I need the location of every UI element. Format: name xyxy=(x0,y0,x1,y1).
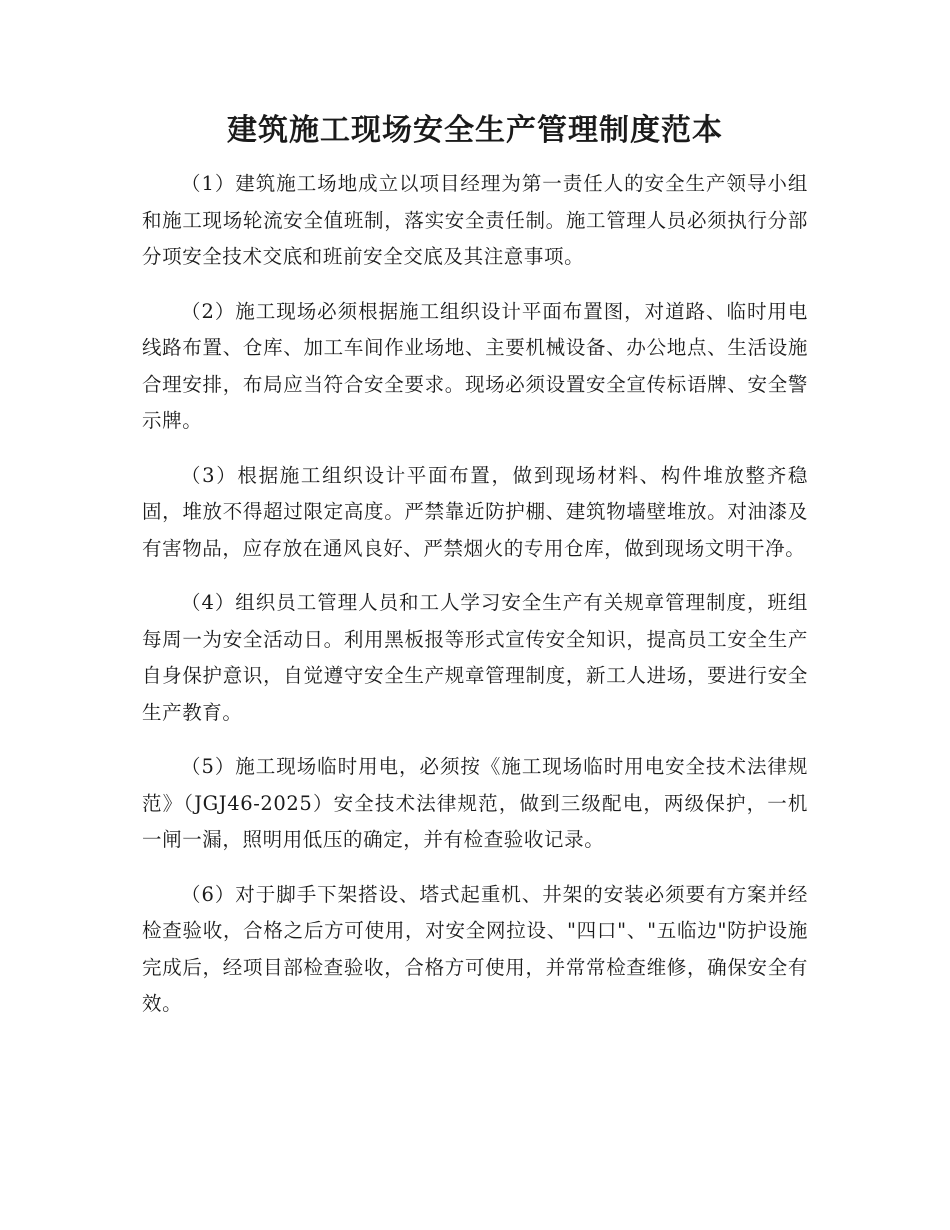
document-body xyxy=(142,166,808,1041)
paragraph-6: （6）对于脚手下架搭设、塔式起重机、井架的安装必须要有方案并经检查验收，合格之后方可使用，对安全网拉设、"四口"、"五临边"防护设施完成后，经项目部检查验收，合格方可使用，并常常检查维修，确保安全有效。 xyxy=(142,882,808,1015)
paragraph-4: （4）组织员工管理人员和工人学习安全生产有关规章管理制度，班组每周一为安全活动日。利用黑板报等形式宣传安全知识，提高员工安全生产自身保护意识，自觉遵守安全生产规章管理制度，新工人进场，要进行安全生产教育。 xyxy=(142,591,808,724)
paragraph-3: （3）根据施工组织设计平面布置，做到现场材料、构件堆放整齐稳固，堆放不得超过限定高度。严禁靠近防护棚、建筑物墙壁堆放。对油漆及有害物品，应存放在通风良好、严禁烟火的专用仓库，做到现场文明干净。 xyxy=(142,463,808,560)
paragraph-2: （2）施工现场必须根据施工组织设计平面布置图，对道路、临时用电线路布置、仓库、加工车间作业场地、主要机械设备、办公地点、生活设施合理安排，布局应当符合安全要求。现场必须设置安全宣传标语牌、安全警示牌。 xyxy=(142,299,808,432)
paragraph-5: （5）施工现场临时用电，必须按《施工现场临时用电安全技术法律规范》（JGJ46-2025）安全技术法律规范，做到三级配电，两级保护，一机一闸一漏，照明用低压的确定，并有检查验收记录。 xyxy=(142,755,808,851)
document-title: 建筑施工现场安全生产管理制度范本 xyxy=(227,113,723,148)
paragraph-1: （1）建筑施工场地成立以项目经理为第一责任人的安全生产领导小组和施工现场轮流安全值班制，落实安全责任制。施工管理人员必须执行分部分项安全技术交底和班前安全交底及其注意事项。 xyxy=(142,172,808,268)
